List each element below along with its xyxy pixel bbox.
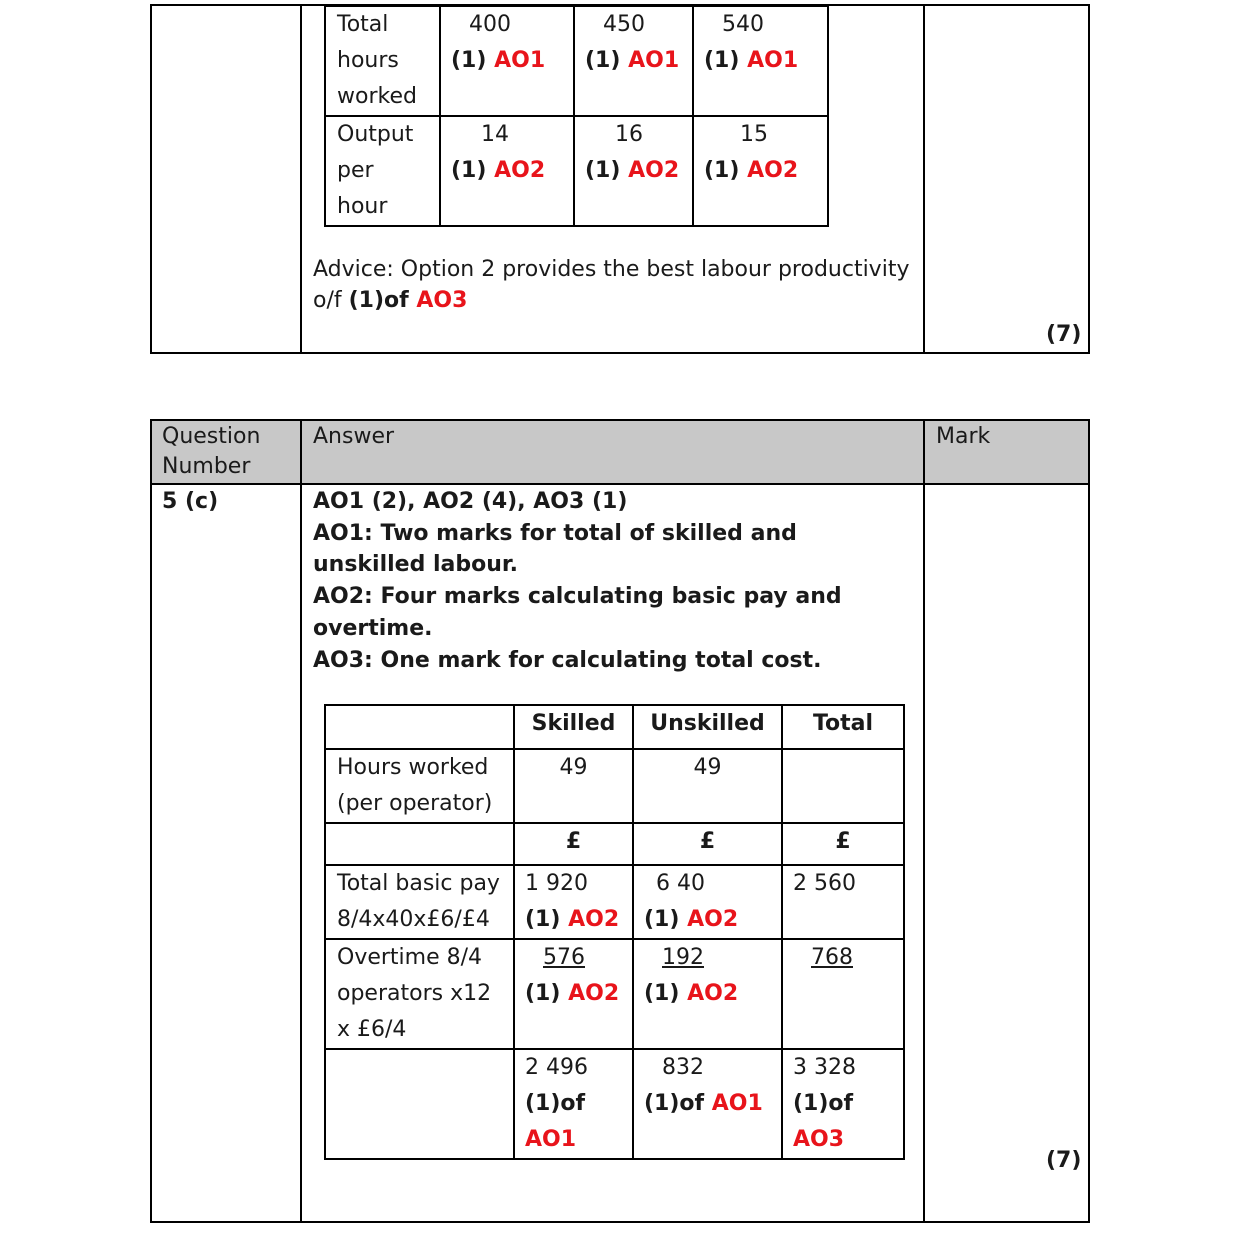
mark: (1)	[704, 158, 740, 183]
mark: (1)	[451, 158, 487, 183]
ao-code: AO2	[747, 158, 799, 183]
cell-value: 576	[543, 945, 585, 970]
table-cell: 192 (1) AO2	[633, 939, 782, 1049]
table-cell: 6 40 (1) AO2	[633, 865, 782, 939]
table-cell: 576 (1) AO2	[514, 939, 633, 1049]
currency-symbol: £	[514, 823, 633, 865]
labour-productivity-table	[324, 5, 829, 227]
ao-code: AO1	[525, 1127, 577, 1152]
table-cell	[782, 749, 904, 823]
row-label: Total hours worked	[325, 6, 440, 116]
row-label: Hours worked (per operator)	[325, 749, 514, 823]
table-row	[325, 6, 828, 116]
table-row	[325, 823, 904, 865]
advice-text: Advice: Option 2 provides the best labour productivity o/f (1)of AO3	[313, 257, 910, 313]
total-mark: (7)	[1046, 322, 1082, 347]
header-question-number: Question Number	[162, 424, 261, 479]
ao-code: AO1	[711, 1091, 763, 1116]
ao-code: AO2	[568, 981, 620, 1006]
cell-value: 768	[811, 945, 853, 970]
table-row	[325, 1049, 904, 1159]
ao-code: AO2	[687, 981, 739, 1006]
table-row	[325, 939, 904, 1049]
cell-value: 192	[662, 945, 704, 970]
table-header-row	[325, 705, 904, 749]
col-divider-right	[923, 419, 925, 1223]
mark: (1)	[451, 48, 487, 73]
table-cell	[782, 939, 904, 1049]
table-cell	[325, 705, 514, 749]
currency-symbol: £	[782, 823, 904, 865]
marking-criteria: AO1 (2), AO2 (4), AO3 (1) AO1: Two marks for total of skilled and unskilled labour. AO2: Four marks calculating basic pay and overtime. AO3: One mark for calculating total cost.	[313, 489, 842, 673]
cell-value: 3 328	[793, 1055, 856, 1080]
cell-value: 2 496	[525, 1055, 588, 1080]
currency-symbol: £	[633, 823, 782, 865]
table-row	[325, 116, 828, 226]
row-label: Total basic pay 8/4x40x£6/£4	[325, 865, 514, 939]
question-number: 5 (c)	[162, 489, 219, 514]
ao-code: AO2	[628, 158, 680, 183]
table-cell: 3 328 (1)of AO3	[782, 1049, 904, 1159]
cell-value: 832	[662, 1055, 704, 1080]
table-cell	[782, 865, 904, 939]
cell-value: 2 560	[793, 871, 856, 896]
ao-code: AO2	[494, 158, 546, 183]
ao-code: AO3	[416, 288, 468, 313]
top-divider-left	[300, 4, 302, 354]
ao-code: AO1	[494, 48, 546, 73]
cell-value: 16	[615, 122, 643, 147]
table-cell: 49	[514, 749, 633, 823]
table-cell	[325, 1049, 514, 1159]
table-cell	[440, 6, 574, 116]
mark: (1)	[585, 48, 621, 73]
row-label: Overtime 8/4 operators x12 x £6/4	[325, 939, 514, 1049]
ao-code: AO2	[568, 907, 620, 932]
table-cell: 1 920 (1) AO2	[514, 865, 633, 939]
column-header: Skilled	[514, 705, 633, 749]
row-label: Output per hour	[325, 116, 440, 226]
cell-value: 15	[740, 122, 768, 147]
table-cell	[693, 116, 828, 226]
mark: (1)	[585, 158, 621, 183]
table-cell	[693, 6, 828, 116]
table-cell	[574, 6, 693, 116]
table-cell: 832 (1)of AO1	[633, 1049, 782, 1159]
ao-code: AO1	[747, 48, 799, 73]
cell-value: 540	[722, 12, 764, 37]
table-cell	[574, 116, 693, 226]
column-header: Unskilled	[633, 705, 782, 749]
col-divider-left	[300, 419, 302, 1223]
header-mark: Mark	[936, 424, 991, 449]
ao-code: AO3	[793, 1127, 845, 1152]
column-header: Total	[782, 705, 904, 749]
mark: (1)	[704, 48, 740, 73]
ao-code: AO1	[628, 48, 680, 73]
table-row	[325, 749, 904, 823]
labour-cost-table	[324, 704, 905, 1160]
ao-code: AO2	[687, 907, 739, 932]
total-mark: (7)	[1046, 1148, 1082, 1173]
table-cell: 2 496 (1)of AO1	[514, 1049, 633, 1159]
table-cell: 49	[633, 749, 782, 823]
cell-value: 6 40	[656, 871, 705, 896]
table-row	[325, 865, 904, 939]
header-divider	[150, 483, 1090, 485]
table-cell	[440, 116, 574, 226]
cell-value: 1 920	[525, 871, 588, 896]
header-answer: Answer	[313, 424, 395, 449]
top-divider-right	[923, 4, 925, 354]
table-cell	[325, 823, 514, 865]
cell-value: 14	[481, 122, 509, 147]
cell-value: 450	[603, 12, 645, 37]
cell-value: 400	[469, 12, 511, 37]
